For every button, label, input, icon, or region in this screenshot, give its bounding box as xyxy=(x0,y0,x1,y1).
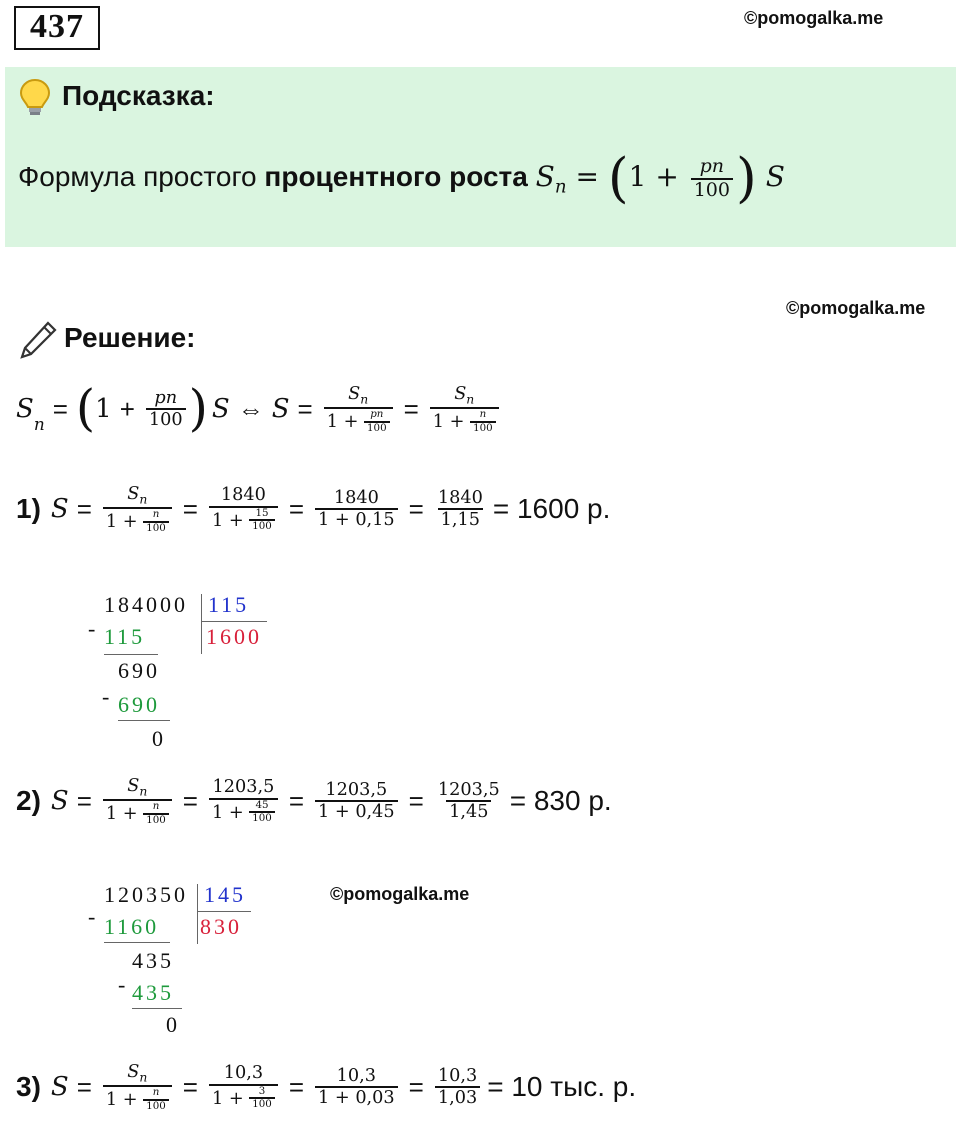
problem-number: 437 xyxy=(14,6,100,50)
step-2: 2) S = $S_n$ 1 + $\frac{n}{100}$ = 1203,5 1 + $\frac{45}{100}$ = $\frac{1203,5}{1 + 0,45}$ = $\frac{1203,5}{1,45}$ = 830 р. xyxy=(16,776,612,826)
watermark: ©pomogalka.me xyxy=(744,8,884,28)
pencil-icon xyxy=(18,320,58,360)
hint-plain-text: Формула простого xyxy=(18,161,265,193)
step-3: 3) S = $S_n$ 1 + $\frac{n}{100}$ = 10,3 1 + $\frac{3}{100}$ = $\frac{10,3}{1 + 0,03}$ = $\frac{10,3}{1,03}$ = 10 тыс. р. xyxy=(16,1062,637,1112)
watermark-3: ©pomogalka.me xyxy=(330,884,470,904)
hint-title: Подсказка: xyxy=(62,80,215,111)
general-formula: S $_n$ = ( 1 + $\frac{pn}{100}$ ) S ⇔ S = $S_n$ 1 + $\frac{pn}{100}$ = $S_n$ 1 + $\frac{n}{100}$ xyxy=(16,384,502,434)
step-1: 1) S = $S_n$ 1 + $\frac{n}{100}$ = 1840 1 + $\frac{15}{100}$ = $\frac{1840}{1 + 0,15}$ = $\frac{1840}{1,15}$ = 1600 р. xyxy=(16,484,611,534)
hint-formula: $S_n = (1$ + $\frac{pn}{100}$ ) S xyxy=(535,147,785,209)
hint-text xyxy=(18,147,785,209)
lightbulb-icon xyxy=(18,78,52,118)
hint-bold-text: процентного роста xyxy=(264,161,528,193)
solution-title: Решение: xyxy=(64,322,196,353)
watermark-2: ©pomogalka.me xyxy=(786,298,926,318)
